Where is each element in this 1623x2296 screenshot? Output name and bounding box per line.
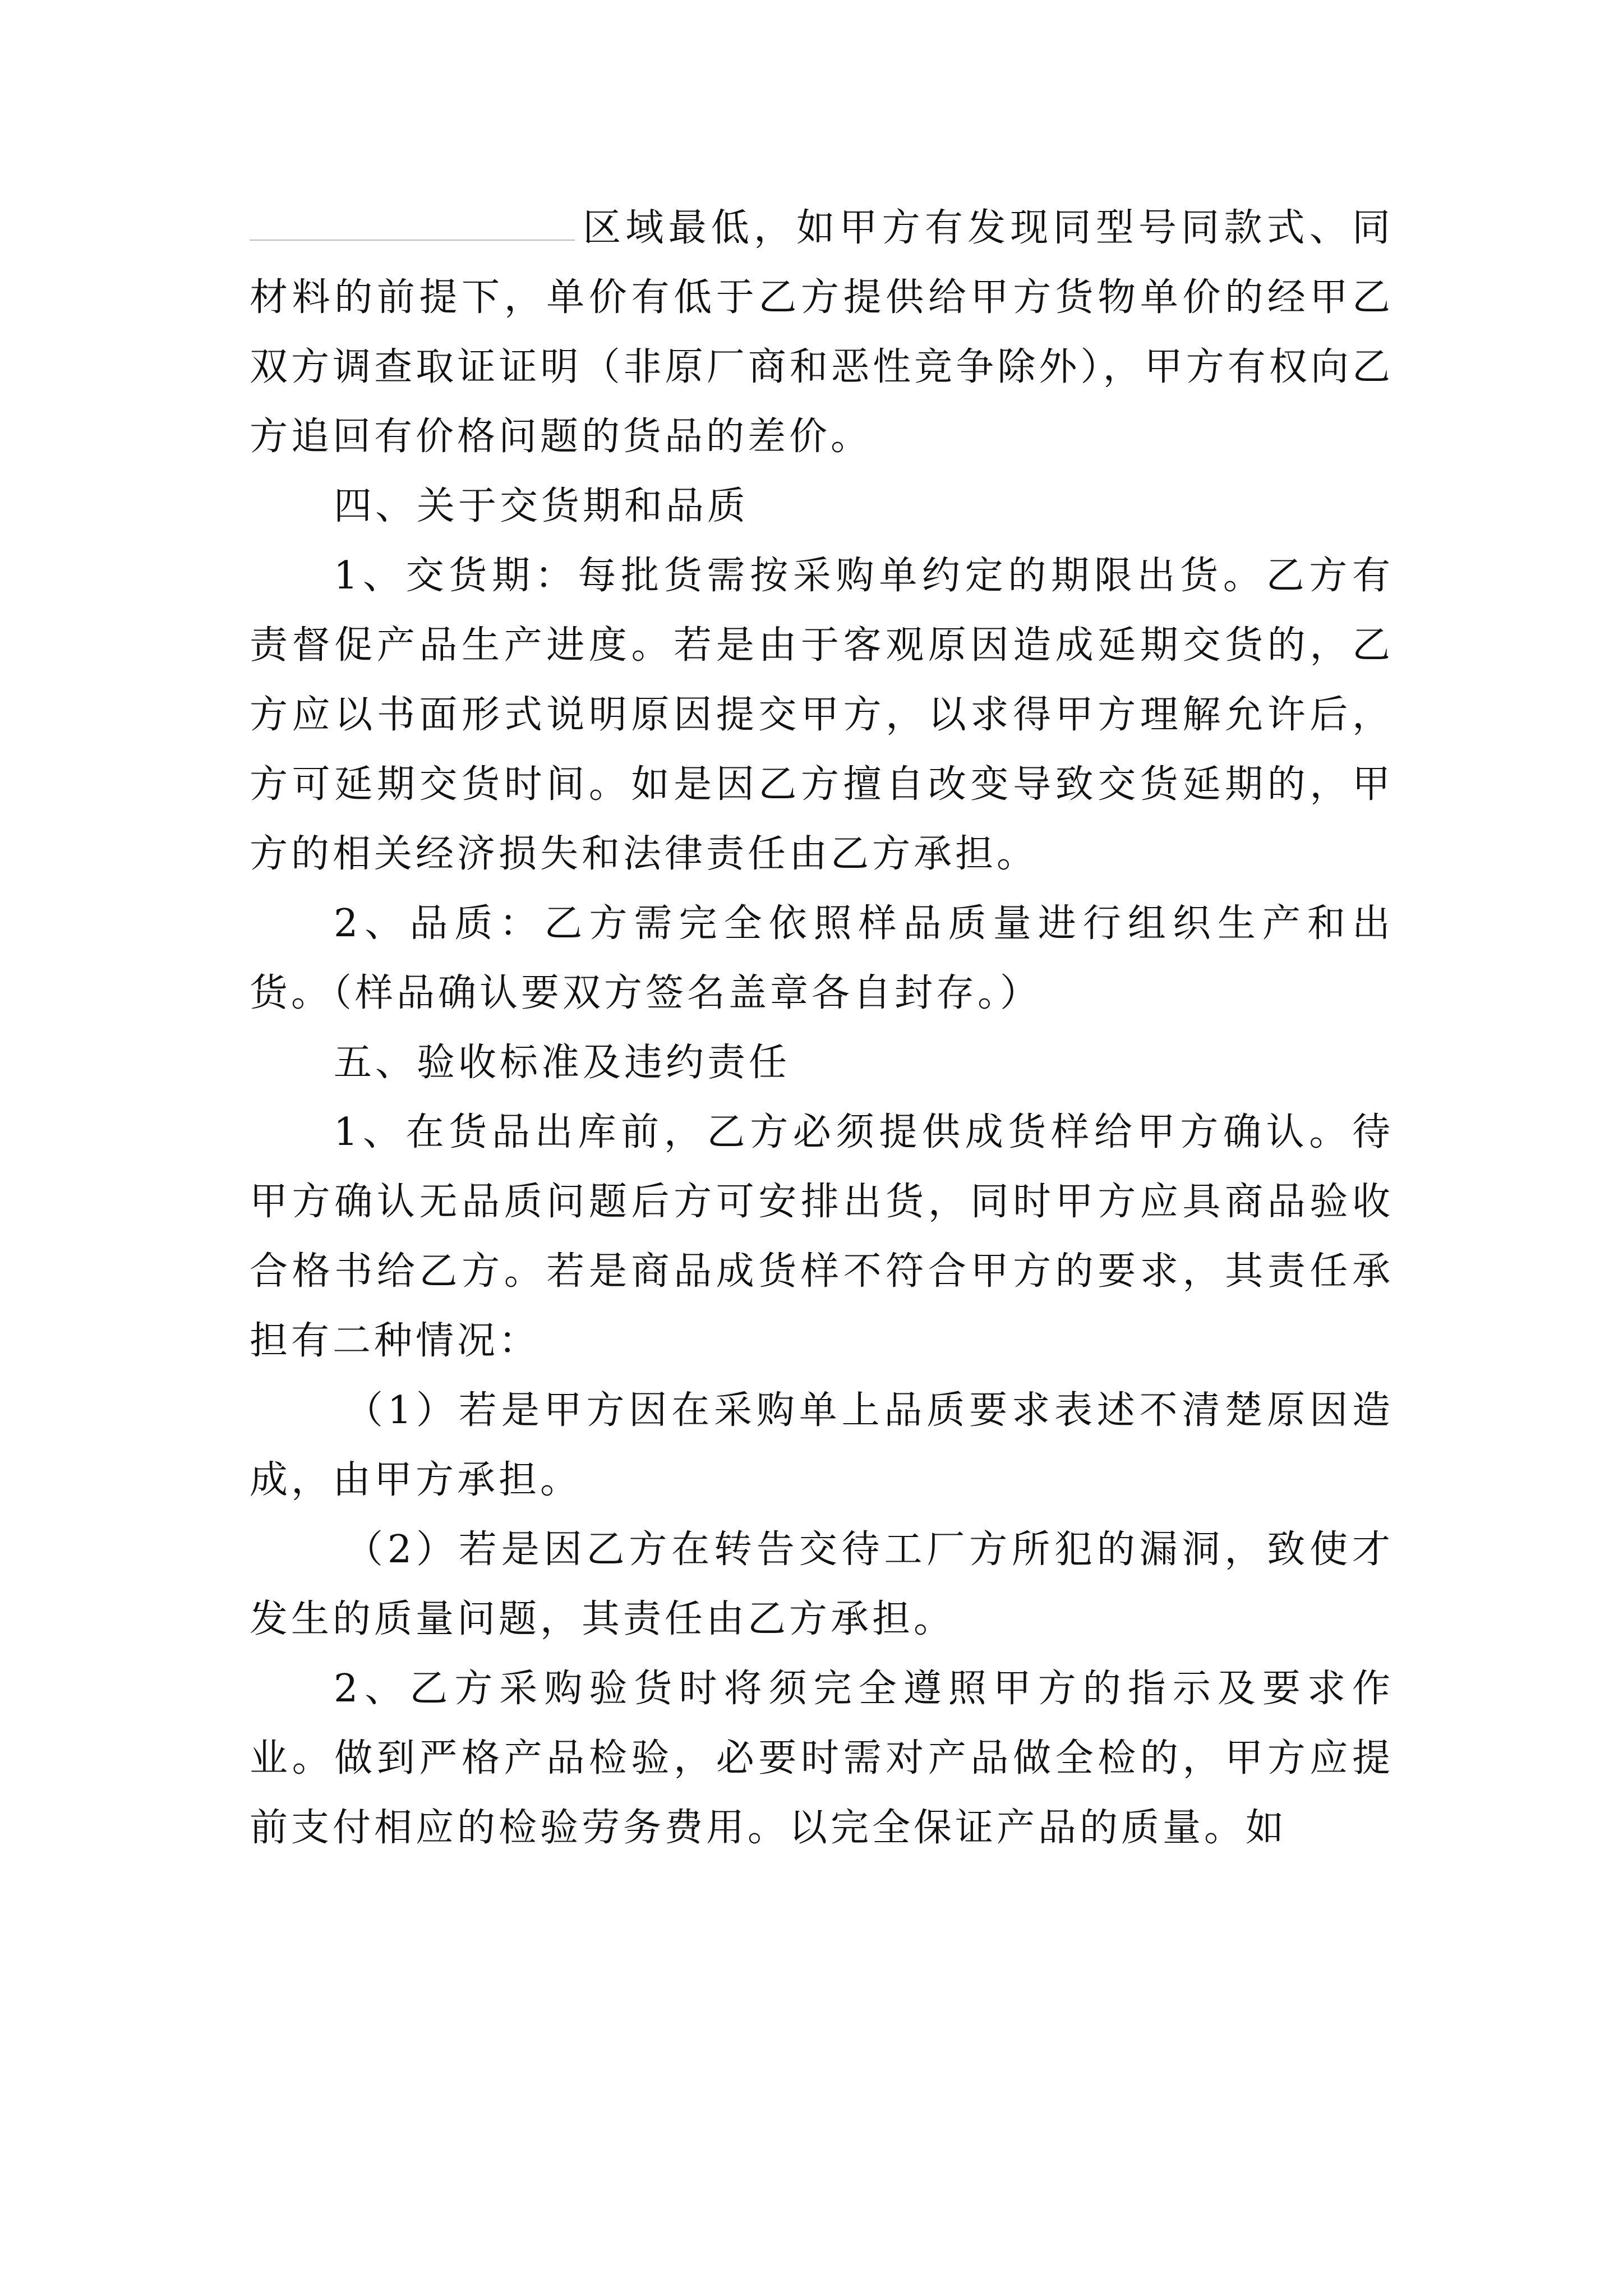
paragraph-quality: 2、品质：乙方需完全依照样品质量进行组织生产和出货。（样品确认要双方签名盖章各自封存。） <box>250 901 1394 1015</box>
paragraph-inspection: 2、乙方采购验货时将须完全遵照甲方的指示及要求作业。做到严格产品检验，必要时需对产品做全检的，甲方应提前支付相应的检验劳务费用。以完全保证产品的质量。如 <box>250 1667 1394 1850</box>
paragraph-case-2: （2）若是因乙方在转告交待工厂方所犯的漏洞，致使才发生的质量问题，其责任由乙方承担。 <box>250 1527 1394 1641</box>
fill-in-blank <box>250 238 575 241</box>
section-heading-delivery-quality: 四、关于交货期和品质 <box>334 484 749 528</box>
section-heading-acceptance-liability: 五、验收标准及违约责任 <box>334 1041 791 1085</box>
paragraph-text: 区域最低，如甲方有发现同型号同款式、同材料的前提下，单价有低于乙方提供给甲方货物单价的经甲乙双方调查取证证明（非原厂商和恶性竞争除外），甲方有权向乙方追回有价格问题的货品的差价。 <box>250 206 1394 459</box>
paragraph-price-clause <box>250 194 1394 472</box>
document-body <box>250 194 1394 1863</box>
paragraph-acceptance-sample: 1、在货品出库前，乙方必须提供成货样给甲方确认。待甲方确认无品质问题后方可安排出货，同时甲方应具商品验收合格书给乙方。若是商品成货样不符合甲方的要求，其责任承担有二种情况： <box>250 1110 1394 1363</box>
paragraph-delivery-period: 1、交货期：每批货需按采购单约定的期限出货。乙方有责督促产品生产进度。若是由于客观原因造成延期交货的，乙方应以书面形式说明原因提交甲方，以求得甲方理解允许后，方可延期交货时间。如是因乙方擅自改变导致交货延期的，甲方的相关经济损失和法律责任由乙方承担。 <box>250 554 1394 876</box>
paragraph-case-1: （1）若是甲方因在采购单上品质要求表述不清楚原因造成，由甲方承担。 <box>250 1388 1394 1502</box>
